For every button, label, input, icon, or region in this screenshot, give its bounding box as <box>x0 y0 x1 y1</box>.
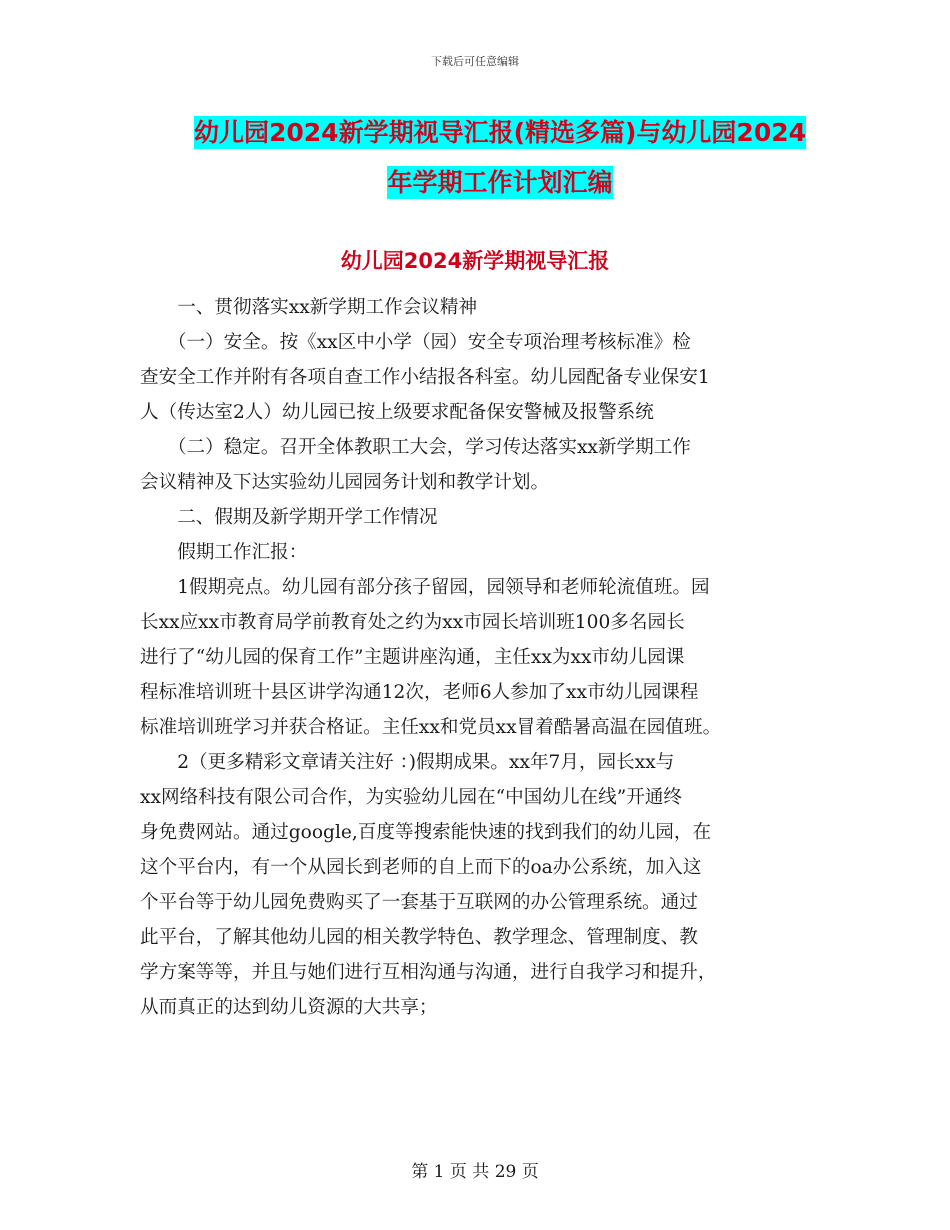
header-note: 下载后可任意编辑 <box>431 55 519 68</box>
text-line: 1假期亮点。幼儿园有部分孩子留园，园领导和老师轮流值班。园 <box>140 577 710 598</box>
text-line: 个平台等于幼儿园免费购买了一套基于互联网的办公管理系统。通过 <box>140 892 698 913</box>
document-title-line-1: 幼儿园2024新学期视导汇报(精选多篇)与幼儿园2024 <box>193 118 806 147</box>
document-title-line-2: 年学期工作计划汇编 <box>387 168 613 197</box>
document-title <box>140 108 860 208</box>
text-line: 假期工作汇报： <box>140 542 308 563</box>
body-text <box>140 290 840 1025</box>
text-line: 学方案等等，并且与她们进行互相沟通与沟通，进行自我学习和提升， <box>140 962 717 983</box>
page-footer: 第 1 页 共 29 页 <box>411 1162 539 1182</box>
text-line: 人（传达室2人）幼儿园已按上级要求配备保安警械及报警系统 <box>140 402 654 423</box>
text-line: 标准培训班学习并获合格证。主任xx和党员xx冒着酷暑高温在园值班。 <box>140 717 722 738</box>
text-line: （一）安全。按《xx区中小学（园）安全专项治理考核标准》检 <box>140 332 691 353</box>
text-line: 此平台，了解其他幼儿园的相关教学特色、教学理念、管理制度、教 <box>140 927 698 948</box>
text-line: 2（更多精彩文章请关注好 ：)假期成果。xx年7月，园长xx与 <box>140 752 675 773</box>
text-line: （二）稳定。召开全体教职工大会，学习传达落实xx新学期工作 <box>140 437 691 458</box>
text-line: 进行了“幼儿园的保育工作”主题讲座沟通，主任xx为xx市幼儿园课 <box>140 647 685 668</box>
text-line: xx网络科技有限公司合作，为实验幼儿园在“中国幼儿在线”开通终 <box>140 787 683 808</box>
text-line: 从而真正的达到幼儿资源的大共享； <box>140 997 438 1018</box>
text-line: 身免费网站。通过google,百度等搜索能快速的找到我们的幼儿园，在 <box>140 822 712 843</box>
text-line: 查安全工作并附有各项自查工作小结报各科室。幼儿园配备专业保安1 <box>140 367 710 388</box>
text-line: 一、贯彻落实xx新学期工作会议精神 <box>140 297 478 318</box>
text-line: 长xx应xx市教育局学前教育处之约为xx市园长培训班100多名园长 <box>140 612 685 633</box>
text-line: 二、假期及新学期开学工作情况 <box>140 507 438 528</box>
text-line: 程标准培训班十县区讲学沟通12次，老师6人参加了xx市幼儿园课程 <box>140 682 699 703</box>
text-line: 会议精神及下达实验幼儿园园务计划和教学计划。 <box>140 472 550 493</box>
text-line: 这个平台内，有一个从园长到老师的自上而下的oa办公系统，加入这 <box>140 857 702 878</box>
section-title: 幼儿园2024新学期视导汇报 <box>340 249 610 273</box>
